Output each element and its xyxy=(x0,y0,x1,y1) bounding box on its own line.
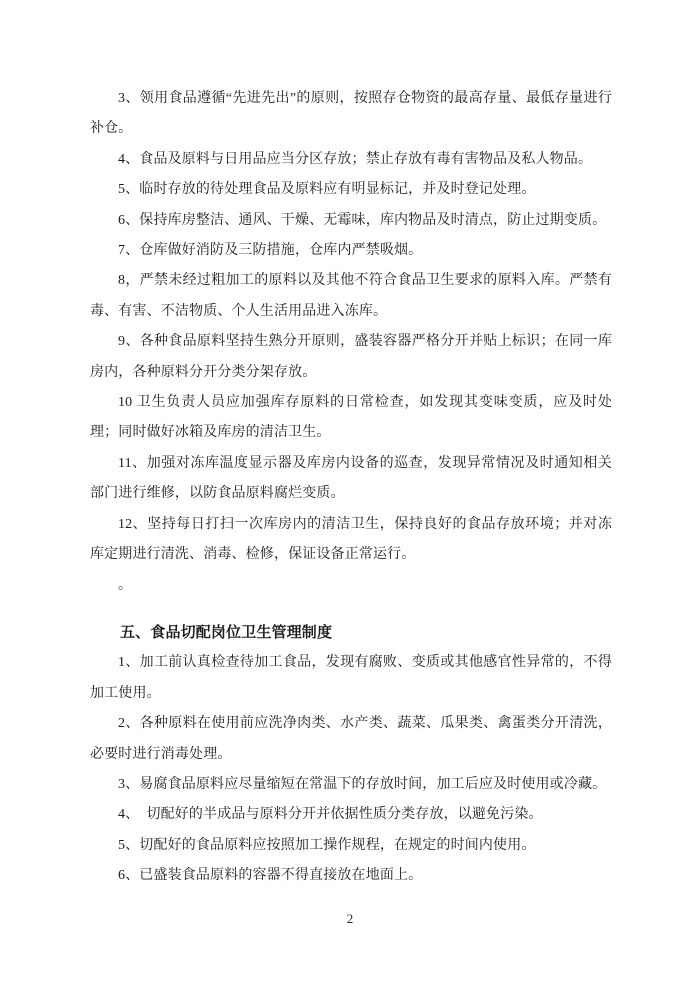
paragraph: 1、加工前认真检查待加工食品，发现有腐败、变质或其他感官性异常的，不得加工使用。 xyxy=(90,655,612,701)
paragraph: 9、各种食品原料坚持生熟分开原则，盛装容器严格分开并贴上标识；在同一库房内，各种原料分开分类分架存放。 xyxy=(90,334,612,380)
paragraph: 3、易腐食品原料应尽量缩短在常温下的存放时间，加工后应及时使用或冷藏。 xyxy=(118,776,607,792)
page-number: 2 xyxy=(346,911,354,926)
paragraph: 6、已盛装食品原料的容器不得直接放在地面上。 xyxy=(118,868,423,884)
paragraph: 4、食品及原料与日用品应当分区存放；禁止存放有毒有害物品及私人物品。 xyxy=(118,151,593,167)
paragraph: 2、各种原料在使用前应洗净肉类、水产类、蔬菜、瓜果类、禽蛋类分开清洗，必要时进行消毒处理。 xyxy=(90,716,612,762)
blank-line xyxy=(90,601,612,618)
stray-period-paragraph: 。 xyxy=(118,577,133,593)
paragraph: 12、坚持每日打扫一次库房内的清洁卫生，保持良好的食品存放环境；并对冻库定期进行清洗、消毒、检修，保证设备正常运行。 xyxy=(90,516,612,563)
paragraph: 4、 切配好的半成品与原料分开并依据性质分类存放，以避免污染。 xyxy=(118,807,543,823)
paragraph: 11、加强对冻库温度显示器及库房内设备的巡查，发现异常情况及时通知相关部门进行维修，以防食品原料腐烂变质。 xyxy=(90,455,612,502)
paragraph: 7、仓库做好消防及三防措施，仓库内严禁吸烟。 xyxy=(118,243,423,259)
paragraph: 8，严禁未经过粗加工的原料以及其他不符合食品卫生要求的原料入库。严禁有毒、有害、不洁物质、个人生活用品进入冻库。 xyxy=(90,273,612,319)
paragraph: 5、临时存放的待处理食品及原料应有明显标记，并及时登记处理。 xyxy=(118,182,536,198)
paragraph: 3、领用食品遵循“先进先出”的原则，按照存仓物资的最高存量、最低存量进行补仓。 xyxy=(90,91,612,137)
document-body xyxy=(90,84,612,892)
section-heading: 五、食品切配岗位卫生管理制度 xyxy=(120,624,333,641)
paragraph: 10 卫生负责人员应加强库存原料的日常检查，如发现其变味变质，应及时处理；同时做好冰箱及库房的清洁卫生。 xyxy=(90,395,612,441)
paragraph: 6、保持库房整洁、通风、干燥、无霉味，库内物品及时清点，防止过期变质。 xyxy=(118,212,607,228)
paragraph: 5、切配好的食品原料应按照加工操作规程，在规定的时间内使用。 xyxy=(118,837,536,853)
